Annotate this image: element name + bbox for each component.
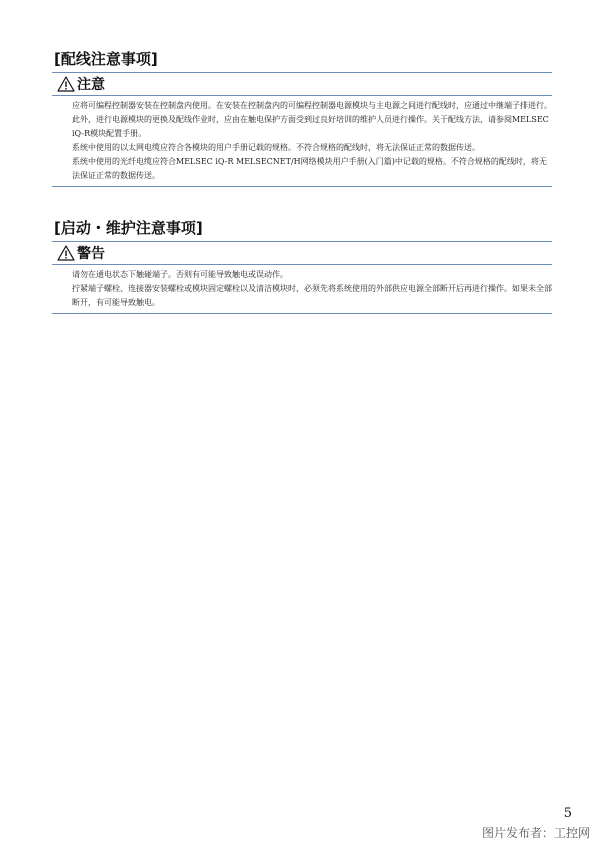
caution-paragraph: 系统中使用的以太网电缆应符合各模块的用户手册记载的规格。不符合规格的配线时，将无法保证正常的数据传送。 xyxy=(72,143,480,152)
caution-box xyxy=(52,72,552,187)
warning-triangle-icon xyxy=(57,76,75,92)
caution-paragraph: 应将可编程控制器安装在控制盘内使用。在安装在控制盘内的可编程控制器电源模块与主电源之间进行配线时，应通过中继端子排进行。此外，进行电源模块的更换及配线作业时，应由在触电保护方面受到过良好培训的维护人员进行操作。关于配线方法，请参阅MELSEC iQ-R模块配置手册。 xyxy=(72,101,552,138)
warning-box xyxy=(52,241,552,314)
startup-maintenance-section xyxy=(52,219,552,314)
warning-triangle-icon xyxy=(57,245,75,261)
wiring-precautions-section xyxy=(52,50,552,187)
section-heading: [启动・维护注意事项] xyxy=(54,219,203,237)
caution-header xyxy=(52,73,552,96)
caution-paragraph: 系统中使用的光纤电缆应符合MELSEC iQ-R MELSECNET/H网络模块用户手册(入门篇)中记载的规格。不符合规格的配线时，将无法保证正常的数据传送。 xyxy=(72,157,547,180)
page-number: 5 xyxy=(563,806,572,821)
warning-paragraph: 拧紧端子螺栓、连接器安装螺栓或模块固定螺栓以及清洁模块时，必须先将系统使用的外部供应电源全部断开后再进行操作。如果未全部断开，有可能导致触电。 xyxy=(72,284,552,307)
warning-header xyxy=(52,242,552,265)
caution-title: 注意 xyxy=(77,77,105,93)
section-heading: [配线注意事项] xyxy=(54,50,158,68)
warning-body xyxy=(52,265,552,310)
warning-title: 警告 xyxy=(77,246,105,262)
caution-body xyxy=(52,96,552,183)
warning-paragraph: 请勿在通电状态下触碰端子。否则有可能导致触电或误动作。 xyxy=(72,270,288,279)
watermark: 图片发布者：工控网 xyxy=(481,826,590,840)
